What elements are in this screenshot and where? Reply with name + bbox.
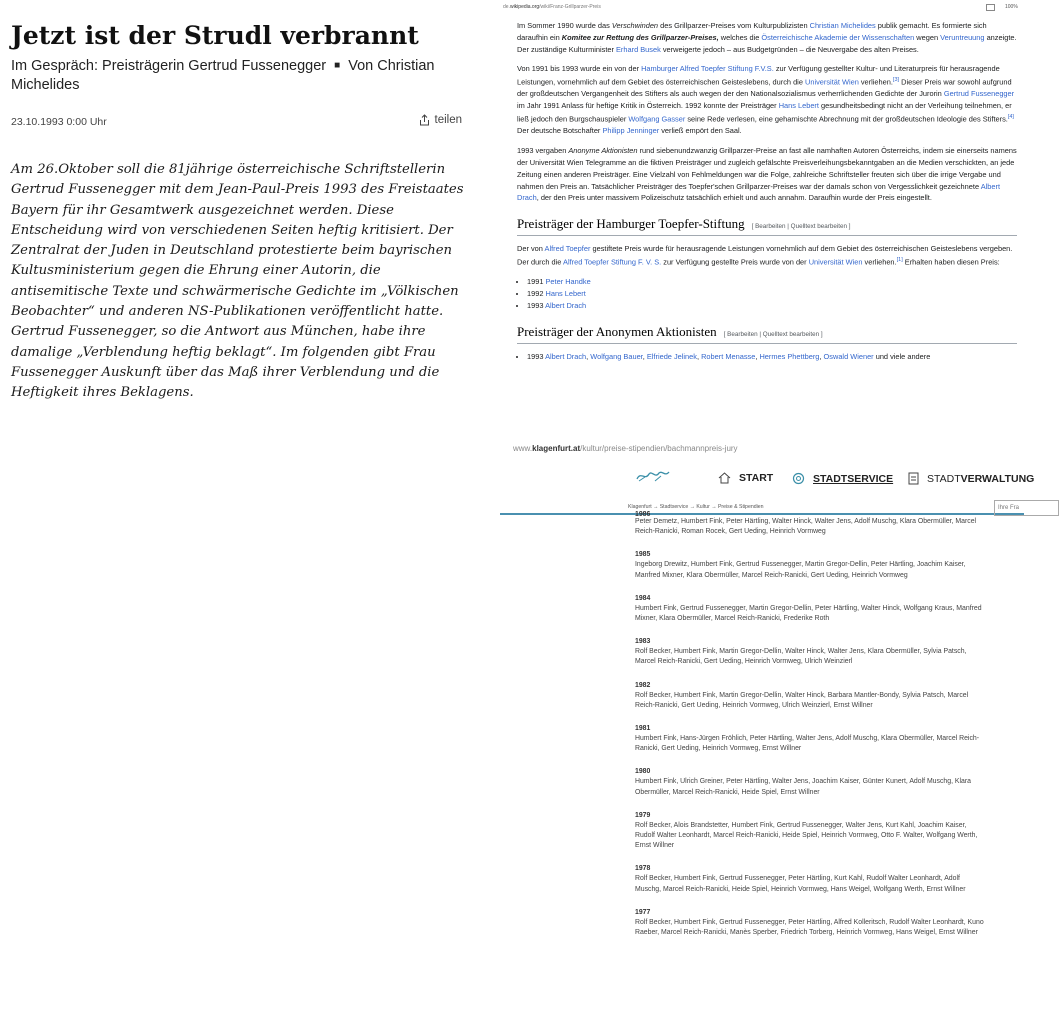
jury-year: 1985 [635, 551, 651, 559]
wiki-link[interactable]: Philipp Jenninger [602, 126, 660, 136]
text-run: welches die [718, 32, 762, 42]
jury-members: Humbert Fink, Gertrud Fussenegger, Martin Gregor-Dellin, Peter Härtling, Walter Hinck, Wolfgang Kraus, Manfred Mixner, Klara Obermüller, Marcel Reich-Ranicki, Frederike Roth [635, 604, 982, 623]
jury-list [635, 512, 985, 938]
wiki-link[interactable]: Universität Wien [805, 77, 859, 87]
wiki-link[interactable]: Hans Lebert [778, 101, 819, 111]
winner-link[interactable]: Albert Drach [545, 301, 587, 311]
text-run: Der deutsche Botschafter [517, 126, 603, 136]
share-button[interactable] [419, 114, 463, 126]
text-run: Dieser Preis war sowohl aufgrund der großdeutschen Vergangenheit des Stifters als auch wegen der den Nationalsozialismus verherrlichenden Gedichte der Jurorin [517, 77, 1012, 99]
separator-square-icon: ■ [334, 60, 341, 71]
text-run: gesundheitsbedingt nicht an der Verleihung teilnehmen, er ließ jedoch den Burgschauspieler [517, 101, 1012, 124]
home-icon [718, 472, 731, 484]
list-item [527, 288, 1017, 300]
text-run: Von 1991 bis 1993 wurde ein von der [517, 64, 642, 74]
jury-members: Rolf Becker, Humbert Fink, Martin Gregor-Dellin, Walter Hinck, Walter Jens, Klara Obermüller, Sylvia Patsch, Marcel Reich-Ranicki, Gert Ueding, Heinrich Vormweg, Ulrich Weinzierl [635, 648, 967, 666]
kla-url[interactable]: www.klagenfurt.at/kultur/preise-stipendien/bachmannpreis-jury [513, 444, 738, 453]
emphasis-text: Komitee zur Rettung des Grillparzer-Preises, [561, 32, 719, 42]
klagenfurt-dragon-logo[interactable] [635, 469, 671, 483]
footnote-link[interactable]: [1] [896, 256, 903, 263]
edit-section-link[interactable]: [ Bearbeiten | Quelltext bearbeiten ] [723, 331, 823, 339]
wiki-link[interactable]: Wolfgang Gasser [628, 114, 686, 124]
nav-stadtverwaltung[interactable]: STADTVERWALTUNG [908, 472, 1034, 485]
text-run: verliehen. [862, 257, 897, 267]
article-title: Jetzt ist der Strudl verbrannt [11, 21, 419, 50]
winner-link[interactable]: Albert Drach [545, 352, 587, 362]
article-date: 23.10.1993 0:00 Uhr [11, 116, 107, 128]
list-item [527, 276, 1017, 288]
wiki-link[interactable]: Christian Michelides [809, 21, 876, 30]
jury-year: 1986 [635, 511, 651, 518]
footnote-link[interactable]: [3] [892, 77, 900, 84]
subtitle-text: Im Gespräch: Preisträgerin Gertrud Fussenegger [11, 58, 327, 74]
text-run: seine Rede verlesen, eine geharnischte Abrechnung mit der großdeutschen Ideologie des Stifters. [685, 114, 1008, 124]
wiki-link[interactable]: Erhard Busek [616, 44, 661, 54]
text-run: verliehen. [858, 77, 893, 87]
wiki-paragraph [517, 63, 1017, 137]
jury-members: Humbert Fink, Ulrich Greiner, Peter Härtling, Walter Jens, Joachim Kaiser, Günter Kunert, Adolf Muschg, Klara Obermüller, Marcel Reich-Ranicki, Heide Spiel, Ernst Willner [635, 778, 971, 796]
separator: , [696, 352, 702, 362]
jury-members: Rolf Becker, Alois Brandstetter, Humbert Fink, Gertrud Fussenegger, Walter Jens, Kurt Kahl, Joachim Kaiser, Rudolf Walter Leonhardt, Marcel Reich-Ranicki, Heide Spiel, Heinrich Vormweg, Otto F. Walter, Wolfgang Werth, Ernst Willner [635, 821, 978, 850]
section-heading-toepfer: Preisträger der Hamburger Toepfer-Stiftung [ Bearbeiten | Quelltext bearbeiten ] [517, 216, 1017, 236]
text-run: anzeigte. Der zuständige Kulturminister [517, 32, 1017, 54]
news-article [0, 0, 500, 1024]
text-run: im Jahr 1991 Anlass für heftige Kritik in Österreich. 1992 konnte der Preisträger [517, 101, 779, 111]
wiki-link[interactable]: Österreichische Akademie der Wissenschaften [761, 32, 915, 42]
service-gear-icon [792, 472, 805, 485]
wiki-link[interactable]: Universität Wien [808, 257, 863, 267]
text-run: des Grillparzer-Preises vom Kulturpublizisten [658, 21, 810, 30]
text-run: , der den Preis unter massivem Polizeischutz tatsächlich erhielt und auch annahm. Daraufhin wurde der Preis eingestellt. [536, 193, 932, 203]
search-input[interactable]: Ihre Fra [994, 500, 1059, 516]
text-run: Im Sommer 1990 wurde das [517, 21, 612, 30]
jury-year: 1984 [635, 594, 651, 602]
winner-link[interactable]: Oswald Wiener [823, 352, 874, 362]
wiki-paragraph [517, 20, 1017, 55]
winner-year: 1993 [527, 352, 546, 362]
wiki-paragraph [517, 243, 1017, 268]
jury-year: 1979 [635, 811, 651, 819]
separator: , [642, 352, 647, 362]
wiki-link[interactable]: Hamburger Alfred Toepfer Stiftung F.V.S. [641, 64, 774, 74]
jury-members: Humbert Fink, Hans-Jürgen Fröhlich, Peter Härtling, Walter Jens, Adolf Muschg, Klara Obermüller, Marcel Reich-Ranicki, Gert Ueding, Heinrich Vormweg, Ernst Willner [635, 735, 980, 753]
text-run: zur Verfügung gestellte Preis wurde von der [661, 257, 809, 267]
zoom-level[interactable]: 100% [1005, 4, 1018, 10]
edit-section-link[interactable]: [ Bearbeiten | Quelltext bearbeiten ] [751, 223, 851, 231]
winner-link[interactable]: Elfriede Jelinek [646, 352, 697, 362]
wiki-link[interactable]: Albert Drach [517, 181, 1001, 203]
text-run: zur Verfügung gestellter Kultur- und Literaturpreis für herausragende Leistungen, vornehmlich auf dem Gebiet des österreichischen Geisteslebens, durch die [517, 64, 1000, 87]
winner-link[interactable]: Wolfgang Bauer [590, 352, 643, 362]
toepfer-winners-list [517, 276, 1017, 312]
winner-year: 1993 [527, 301, 546, 311]
winner-year: 1991 [527, 277, 546, 287]
jury-members: Rolf Becker, Humbert Fink, Gertrud Fussenegger, Peter Härtling, Kurt Kahl, Rudolf Walter Leonhardt, Adolf Muschg, Marcel Reich-Ranicki, Heide Spiel, Heinrich Vormweg, Hans Weigel, Wolfgang Werth, Ernst Willner [635, 875, 966, 893]
winner-link[interactable]: Robert Menasse [701, 352, 756, 362]
aktionisten-list [517, 351, 1017, 363]
jury-year: 1982 [635, 681, 651, 689]
winner-link[interactable]: Hermes Phettberg [759, 352, 820, 362]
jury-year: 1983 [635, 638, 651, 646]
reader-view-icon[interactable] [986, 4, 995, 11]
footnote-link[interactable]: [4] [1007, 114, 1014, 121]
jury-members: Rolf Becker, Humbert Fink, Gertrud Fussenegger, Peter Härtling, Alfred Kolleritsch, Rudolf Walter Leonhardt, Kuno Raeber, Marcel Reich-Ranicki, Manès Sperber, Friedrich Torberg, Heinrich Vormweg, Hans Weigel, Ernst Willner [635, 918, 984, 937]
text-run: verweigerte jedoch – aus Budgetgründen – die Neuvergabe des alten Preises. [660, 44, 919, 54]
separator: , [586, 352, 591, 362]
jury-members: Ingeborg Drewitz, Humbert Fink, Gertrud Fussenegger, Martin Gregor-Dellin, Peter Härtling, Joachim Kaiser, Manfred Mixner, Klara Obermüller, Marcel Reich-Ranicki, Gert Ueding, Heinrich Vormweg [635, 561, 966, 579]
main-navigation [500, 458, 1035, 496]
text-run: gestiftete Preis wurde für herausragende Leistungen vornehmlich auf dem Gebiet des österreichischen Geisteslebens vergeben. Der durch die [517, 244, 1013, 267]
wiki-paragraph [517, 145, 1017, 204]
wiki-content [517, 20, 1017, 369]
wikipedia-page [500, 0, 1024, 420]
separator: , [755, 352, 760, 362]
breadcrumb: Klagenfurt → Stadtservice → Kultur → Preise & Stipendien [628, 504, 764, 510]
list-tail: und viele andere [875, 352, 931, 362]
wiki-link[interactable]: Alfred Toepfer Stiftung F. V. S. [563, 257, 662, 267]
jury-members: Peter Demetz, Humbert Fink, Peter Härtling, Walter Hinck, Walter Jens, Adolf Muschg, Klara Obermüller, Marcel Reich-Ranicki, Roman Rocek, Gert Ueding, Heinrich Vormweg [635, 518, 977, 536]
wiki-url[interactable]: de.wikipedia.org/wiki/Franz-Grillparzer-Preis [503, 4, 601, 10]
klagenfurt-page [500, 440, 1035, 1024]
text-run: wegen [914, 32, 941, 42]
winner-link[interactable]: Hans Lebert [545, 289, 586, 299]
jury-year: 1977 [635, 908, 651, 916]
wiki-link[interactable]: Veruntreuung [940, 32, 985, 42]
text-run: publik gemacht. Es formierte sich daraufhin ein [517, 21, 987, 42]
document-icon [908, 472, 919, 485]
article-subtitle [11, 56, 451, 95]
jury-year: 1978 [635, 865, 651, 873]
winner-link[interactable]: Peter Handke [545, 277, 591, 287]
jury-members: Rolf Becker, Humbert Fink, Martin Gregor-Dellin, Walter Hinck, Barbara Mantler-Bondy, Sylvia Patsch, Marcel Reich-Ranicki, Gert Ueding, Heinrich Vormweg, Ulrich Weinzierl, Ernst Willner [635, 691, 969, 709]
article-lead: Am 26.Oktober soll die 81jährige österreichische Schriftstellerin Gertrud Fussenegger mit dem Jean-Paul-Preis 1993 des Freistaates Bayern für ihr Gesamtwerk ausgezeichnet werden. Diese Entscheidung wird von verschiedenen Seiten heftig kritisiert. Der Zentralrat der Juden in Deutschland protestierte beim bayrischen Kultusministerium gegen die Ehrung einer Autorin, die antisemitische Texte und schwärmerische Gedichte im „Völkischen Beobachter“ und anderen NS-Publikationen veröffentlicht hatte. Gertrud Fussenegger, so die Antwort aus München, habe ihre damalige „Verblendung heftig beklagt“. Im folgenden gibt Frau Fussenegger Auskunft über das Maß ihrer Verblendung und die Heftigkeit ihres Beklagens. [11, 162, 464, 401]
share-label: teilen [434, 114, 462, 126]
text-run: Erhalten haben diesen Preis: [902, 257, 1000, 267]
text-run: verließ empört den Saal. [659, 126, 742, 136]
share-icon [419, 114, 430, 126]
nav-stadtservice[interactable]: STADTSERVICE [792, 472, 893, 485]
article-author: Von Christian Michelides [11, 58, 435, 93]
text-run: rund siebenundzwanzig Grillparzer-Preise an fast alle namhaften Autoren Österreichs, indem sie einerseits namens der Universität Wien Telegramme an die fiktiven Preisträger und zugleich gefälschte Preisverleihungsbekanntgaben an die Medien verschickten, an jede Zeitung einen anderen Preisträger. Eine Vielzahl von Fehlmeldungen war die Folge, zahlreiche Schriftsteller freuten sich über die irrige Vergabe und nahmen den Preis an. Tatsächlicher Preisträger des Toepfer'schen Grillparzer-Preises war der damals schon von Vergesslichkeit gezeichnete [517, 146, 1017, 191]
emphasis-text: Anonyme Aktionisten [568, 146, 638, 156]
emphasis-text: Verschwinden [611, 21, 659, 30]
separator: , [819, 352, 824, 362]
winner-year: 1992 [527, 289, 546, 299]
jury-year: 1981 [635, 725, 651, 733]
section-heading-aktionisten: Preisträger der Anonymen Aktionisten [ Bearbeiten | Quelltext bearbeiten ] [517, 324, 1017, 344]
jury-year: 1980 [635, 768, 651, 776]
list-item [527, 300, 1017, 312]
nav-start[interactable]: START [718, 472, 773, 484]
list-item [527, 351, 1017, 363]
text-run: Der von [517, 244, 545, 254]
text-run: 1993 vergaben [517, 146, 569, 156]
wiki-link[interactable]: Gertrud Fussenegger [943, 89, 1015, 99]
wiki-link[interactable]: Alfred Toepfer [544, 244, 591, 254]
